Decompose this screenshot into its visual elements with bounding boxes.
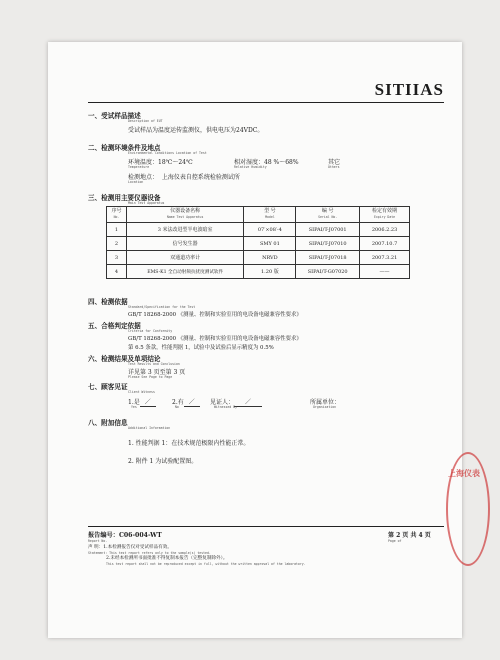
witness-no-mark: ／	[184, 397, 200, 407]
section5-en: Criteria for Conformity	[128, 329, 173, 333]
witness-no-en: No	[175, 405, 179, 409]
table-row	[107, 237, 410, 251]
other-en: Others	[328, 165, 340, 169]
section5-title: 五、合格判定依据	[88, 322, 141, 330]
cell-no: 4	[107, 265, 127, 279]
witness-by-en: Witnessed By	[214, 405, 238, 409]
section6-en: Test Results and Conclusion	[128, 362, 180, 366]
section8-item1: 1. 性能判据 1：在技术规范极限内性能正常。	[128, 440, 250, 447]
cell-model: 1.20 版	[244, 265, 296, 279]
location-key: 检测地点：	[128, 174, 159, 181]
location-en: Location	[128, 180, 144, 184]
section8-title: 八、附加信息	[88, 419, 128, 427]
cell-model: SMY 01	[244, 237, 296, 251]
cell-serial: SIPAI/T-J07001	[296, 223, 360, 237]
section6-text: 详见第 3 页至第 3 页	[128, 369, 186, 376]
statement-1-en: Statement: This test report refers only to the sample(s) tested.	[88, 551, 211, 555]
section5-text1: GB/T 18268-2000 《测量、控制和实验室用的电设备电磁兼容性要求》	[128, 336, 302, 342]
section8-item2: 2. 附件 1 为试验配置图。	[128, 458, 198, 465]
witness-yes-en: Yes	[131, 405, 137, 409]
section8-en: Additional Information	[128, 426, 171, 430]
cell-serial: SIPAI/T-J07018	[296, 251, 360, 265]
cell-no: 2	[107, 237, 127, 251]
cell-no: 1	[107, 223, 127, 237]
witness-yes-mark: ／	[140, 397, 156, 407]
cell-name: 双通道功率计	[126, 251, 244, 265]
section3-en: Main Test Apparatus	[128, 201, 165, 205]
section4-title: 四、检测依据	[88, 298, 128, 306]
statement-2: 2.未经本检测所书面批准不得复制本报告（完整复制除外）。	[106, 556, 228, 561]
section7-title: 七、顾客见证	[88, 383, 128, 391]
equipment-table	[106, 206, 410, 279]
table-row	[107, 251, 410, 265]
section7-en: Client Witness	[128, 390, 155, 394]
statement-1: 声 明：1.本检测报告仅对受试样品有效。	[88, 545, 172, 550]
temperature-en: Temperature	[128, 165, 150, 169]
section6-title: 六、检测结果及单项结论	[88, 355, 161, 363]
statement-2-en: This test report shall not be reproduced except in full, without the written approval of the laboratory.	[106, 562, 306, 566]
location-value: 上海仪表自控系统检验测试所	[161, 174, 240, 181]
header-cell: 序号 No.	[107, 207, 127, 223]
cell-expiry: ——	[360, 265, 410, 279]
section3-title: 三、检测用主要仪器设备	[88, 194, 161, 202]
section1-title: 一、受试样品描述	[88, 112, 141, 120]
table-header-row	[107, 207, 410, 223]
header-cell: 检定有效期 Expiry Date	[360, 207, 410, 223]
report-number-value: C06-004-WT	[118, 532, 162, 539]
cell-expiry: 2007.3.21	[360, 251, 410, 265]
cell-no: 3	[107, 251, 127, 265]
section4-text: GB/T 18268-2000 《测量、控制和实验室用的电设备电磁兼容性要求》	[128, 312, 302, 318]
cell-serial: SIPAI/T-J07010	[296, 237, 360, 251]
report-number	[88, 530, 162, 539]
temperature-label: 环境温度：18℃～24℃	[128, 159, 193, 166]
header-cell: 仪器设备名称 Name Test Apparatus	[126, 207, 244, 223]
section2-title: 二、检测环境条件及地点	[88, 144, 161, 152]
cell-expiry: 2006.2.23	[360, 223, 410, 237]
page-indicator: 第 2 页 共 4 页	[388, 532, 431, 539]
cell-name: EMS-K1 全自动射频抗扰度测试软件	[126, 265, 244, 279]
red-seal-stamp	[446, 452, 490, 566]
section1-en: Description of EUT	[128, 119, 163, 123]
section1-text: 受试样品为温度运传监测仪，供电电压为24VDC。	[128, 127, 264, 134]
section2-en: Environmental Conditions Location of Test	[128, 151, 207, 155]
seal-text: 上海仪表	[448, 468, 480, 478]
header-cell: 型 号 Model	[244, 207, 296, 223]
report-number-label: 报告编号：	[88, 532, 119, 539]
other-label: 其它	[328, 159, 341, 166]
header-rule	[88, 102, 444, 103]
witness-by-mark: ／	[234, 397, 262, 407]
humidity-label: 相对湿度：48 %～68%	[234, 159, 299, 166]
witness-unit-label: 所属单位：	[310, 399, 341, 406]
report-number-en: Report No.	[88, 539, 108, 543]
witness-yes-label: 1.是	[128, 399, 140, 406]
table-row	[107, 265, 410, 279]
footer-rule	[88, 526, 444, 527]
cell-model: 07′×08′-4	[244, 223, 296, 237]
section4-en: Standard/Specification for the Test	[128, 305, 196, 309]
humidity-en: Relative Humidity	[234, 165, 267, 169]
cell-name: 信号发生器	[126, 237, 244, 251]
witness-no-label: 2.有	[172, 399, 184, 406]
cell-name: 3 米法改进型半电波暗室	[126, 223, 244, 237]
report-page	[48, 42, 480, 638]
page-indicator-en: Page of	[388, 539, 402, 543]
witness-unit-en: Organization	[313, 405, 337, 409]
sitiias-logo: SITIIAS	[374, 80, 444, 99]
section5-text2: 第 6.5 条款，性能判据 1，试验中及试验后显示精度为 0.5%	[128, 345, 274, 351]
cell-model: NRVD	[244, 251, 296, 265]
header-cell: 编 号 Serial No.	[296, 207, 360, 223]
location-label	[128, 172, 240, 181]
section6-text-en: Please See Page to Page	[128, 375, 173, 379]
witness-by-label: 见证人：	[210, 399, 235, 406]
cell-expiry: 2007.10.7	[360, 237, 410, 251]
cell-serial: SIPAI/T-G07020	[296, 265, 360, 279]
table-row	[107, 223, 410, 237]
